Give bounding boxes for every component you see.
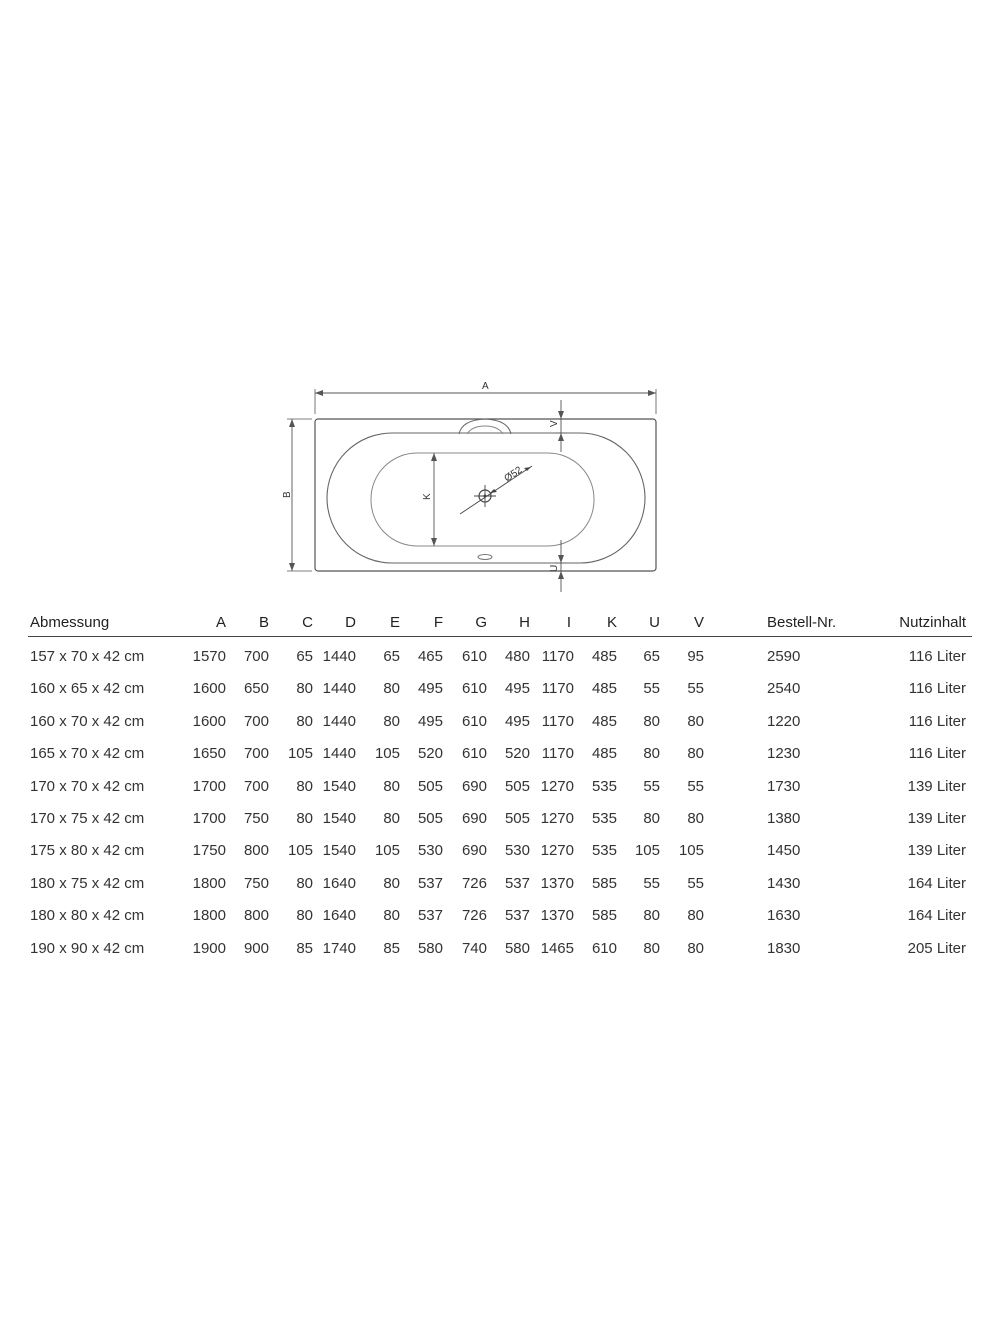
table-cell: 80 <box>296 777 313 795</box>
table-cell: 580 <box>417 939 443 957</box>
table-cell: 105 <box>374 745 400 763</box>
table-cell: 537 <box>504 874 530 892</box>
dimension-u-label: U <box>549 564 560 572</box>
column-header-a: A <box>215 614 226 631</box>
table-cell: 170 x 75 x 42 cm <box>30 810 145 827</box>
table-cell: 65 <box>383 648 400 665</box>
table-cell: 2590 <box>767 648 801 665</box>
table-cell: 800 <box>243 842 269 860</box>
table-cell: 610 <box>461 745 487 763</box>
dimension-k-label: K <box>422 493 433 500</box>
table-cell: 1800 <box>192 874 226 892</box>
table-cell: 750 <box>243 874 269 892</box>
table-cell: 505 <box>504 777 530 795</box>
table-cell: 1230 <box>767 745 801 763</box>
table-cell: 116 Liter <box>908 648 966 665</box>
table-cell: 1830 <box>767 939 801 957</box>
table-cell: 1170 <box>541 680 574 698</box>
table-cell: 1600 <box>192 712 226 730</box>
table-cell: 139 Liter <box>907 777 966 795</box>
bottom-marker <box>478 555 492 560</box>
table-cell: 505 <box>417 810 443 827</box>
table-cell: 105 <box>287 745 313 763</box>
table-cell: 139 Liter <box>907 810 966 827</box>
column-header-f: F <box>433 614 443 631</box>
table-cell: 80 <box>643 745 660 763</box>
column-header-nutzinhalt: Nutzinhalt <box>899 614 966 631</box>
table-cell: 95 <box>687 648 704 665</box>
table-cell: 535 <box>591 777 617 795</box>
column-header-d: D <box>345 614 356 631</box>
table-cell: 65 <box>643 648 660 665</box>
table-cell: 537 <box>504 907 530 925</box>
table-cell: 80 <box>296 712 313 730</box>
dimension-a <box>315 389 656 414</box>
table-cell: 1430 <box>767 874 801 892</box>
table-cell: 175 x 80 x 42 cm <box>30 842 145 860</box>
table-cell: 1440 <box>322 680 356 698</box>
table-cell: 80 <box>687 712 704 730</box>
table-cell: 1440 <box>322 648 356 665</box>
table-cell: 700 <box>243 648 269 665</box>
table-cell: 1730 <box>767 777 801 795</box>
column-header-bestell-nr: Bestell-Nr. <box>767 614 837 631</box>
table-cell: 165 x 70 x 42 cm <box>30 745 145 763</box>
table-cell: 700 <box>243 777 269 795</box>
table-cell: 1700 <box>192 810 226 827</box>
table-cell: 1440 <box>322 712 356 730</box>
table-cell: 105 <box>678 842 704 860</box>
bathtub-technical-drawing <box>0 0 1000 600</box>
table-cell: 610 <box>461 712 487 730</box>
table-cell: 55 <box>687 777 704 795</box>
table-cell: 80 <box>383 777 400 795</box>
table-cell: 164 Liter <box>907 874 966 892</box>
table-cell: 55 <box>687 680 704 698</box>
table-cell: 690 <box>461 810 487 827</box>
table-cell: 116 Liter <box>908 680 966 698</box>
table-cell: 1570 <box>192 648 226 665</box>
table-cell: 750 <box>243 810 269 827</box>
table-cell: 80 <box>296 680 313 698</box>
column-header-v: V <box>693 614 704 631</box>
column-header-abmessung: Abmessung <box>30 614 110 631</box>
table-cell: 205 Liter <box>907 939 966 957</box>
table-cell: 164 Liter <box>907 907 966 925</box>
table-cell: 170 x 70 x 42 cm <box>30 777 145 795</box>
table-cell: 1800 <box>192 907 226 925</box>
table-cell: 1270 <box>540 810 574 827</box>
table-cell: 1270 <box>540 777 574 795</box>
table-cell: 1640 <box>322 907 356 925</box>
dimension-a-label: A <box>482 381 489 392</box>
table-cell: 80 <box>687 939 704 957</box>
table-cell: 530 <box>504 842 530 860</box>
table-cell: 1370 <box>540 874 574 892</box>
table-cell: 610 <box>461 680 487 698</box>
table-cell: 537 <box>417 874 443 892</box>
table-cell: 580 <box>504 939 530 957</box>
table-cell: 505 <box>504 810 530 827</box>
table-cell: 535 <box>591 810 617 827</box>
table-cell: 80 <box>687 810 704 827</box>
dimension-table <box>0 608 1000 968</box>
table-cell: 139 Liter <box>907 842 966 860</box>
table-cell: 900 <box>243 939 269 957</box>
table-cell: 55 <box>643 874 660 892</box>
table-cell: 80 <box>296 907 313 925</box>
dimension-v-label: V <box>549 420 560 427</box>
table-cell: 1650 <box>192 745 226 763</box>
table-cell: 1540 <box>322 777 356 795</box>
table-cell: 80 <box>643 939 660 957</box>
table-cell: 1170 <box>541 745 574 763</box>
table-cell: 180 x 75 x 42 cm <box>30 874 145 892</box>
table-cell: 80 <box>687 745 704 763</box>
table-cell: 55 <box>643 680 660 698</box>
table-cell: 1270 <box>540 842 574 860</box>
table-cell: 55 <box>687 874 704 892</box>
drain-diameter-label: Ø52 <box>502 464 525 485</box>
column-header-b: B <box>258 614 269 631</box>
table-cell: 740 <box>461 939 487 957</box>
table-cell: 520 <box>504 745 530 763</box>
table-cell: 80 <box>383 680 400 698</box>
table-cell: 726 <box>461 874 487 892</box>
table-cell: 800 <box>243 907 269 925</box>
table-cell: 1465 <box>540 939 574 957</box>
table-cell: 80 <box>643 810 660 827</box>
table-cell: 520 <box>417 745 443 763</box>
table-cell: 80 <box>383 907 400 925</box>
table-cell: 1630 <box>767 907 801 925</box>
table-cell: 585 <box>591 874 617 892</box>
table-cell: 2540 <box>767 680 801 698</box>
table-cell: 80 <box>296 874 313 892</box>
column-header-k: K <box>606 614 617 631</box>
table-cell: 1170 <box>541 648 574 665</box>
table-cell: 690 <box>461 842 487 860</box>
table-cell: 726 <box>461 907 487 925</box>
table-cell: 116 Liter <box>908 712 966 730</box>
table-cell: 495 <box>417 680 443 698</box>
table-cell: 1900 <box>192 939 226 957</box>
column-header-c: C <box>302 614 313 631</box>
table-cell: 1640 <box>322 874 356 892</box>
table-cell: 700 <box>243 712 269 730</box>
table-cell: 485 <box>591 680 617 698</box>
table-cell: 535 <box>591 842 617 860</box>
table-cell: 80 <box>643 712 660 730</box>
table-cell: 116 Liter <box>908 745 966 763</box>
column-header-g: G <box>475 614 487 631</box>
table-cell: 80 <box>687 907 704 925</box>
table-cell: 505 <box>417 777 443 795</box>
table-cell: 160 x 70 x 42 cm <box>30 712 145 730</box>
table-cell: 55 <box>643 777 660 795</box>
table-cell: 1170 <box>541 712 574 730</box>
table-cell: 85 <box>296 939 313 957</box>
table-cell: 1600 <box>192 680 226 698</box>
column-header-u: U <box>649 614 660 631</box>
header-rule <box>28 636 972 637</box>
table-cell: 160 x 65 x 42 cm <box>30 680 145 698</box>
table-cell: 1750 <box>192 842 226 860</box>
table-cell: 465 <box>417 648 443 665</box>
table-cell: 1450 <box>767 842 801 860</box>
table-cell: 157 x 70 x 42 cm <box>30 648 145 665</box>
table-cell: 1700 <box>192 777 226 795</box>
table-cell: 1440 <box>322 745 356 763</box>
table-cell: 530 <box>417 842 443 860</box>
table-cell: 537 <box>417 907 443 925</box>
table-cell: 495 <box>504 712 530 730</box>
table-cell: 485 <box>591 745 617 763</box>
table-cell: 1220 <box>767 712 801 730</box>
table-cell: 480 <box>504 648 530 665</box>
table-cell: 80 <box>643 907 660 925</box>
table-cell: 190 x 90 x 42 cm <box>30 939 145 957</box>
table-cell: 80 <box>383 810 400 827</box>
table-cell: 80 <box>383 712 400 730</box>
table-cell: 1540 <box>322 842 356 860</box>
table-cell: 80 <box>383 874 400 892</box>
table-cell: 485 <box>591 712 617 730</box>
column-header-i: I <box>566 614 571 631</box>
table-cell: 585 <box>591 907 617 925</box>
table-cell: 1540 <box>322 810 356 827</box>
table-cell: 650 <box>243 680 269 698</box>
table-cell: 495 <box>417 712 443 730</box>
table-cell: 1370 <box>540 907 574 925</box>
table-cell: 105 <box>287 842 313 860</box>
table-cell: 690 <box>461 777 487 795</box>
table-cell: 80 <box>296 810 313 827</box>
table-cell: 105 <box>374 842 400 860</box>
table-cell: 495 <box>504 680 530 698</box>
table-cell: 105 <box>634 842 660 860</box>
column-header-h: H <box>519 614 530 631</box>
table-cell: 485 <box>591 648 617 665</box>
table-cell: 85 <box>383 939 400 957</box>
table-cell: 700 <box>243 745 269 763</box>
table-cell: 1740 <box>322 939 356 957</box>
dimension-b-label: B <box>282 491 293 498</box>
table-cell: 180 x 80 x 42 cm <box>30 907 145 925</box>
column-header-e: E <box>389 614 400 631</box>
table-cell: 610 <box>591 939 617 957</box>
table-cell: 1380 <box>767 810 801 827</box>
table-cell: 65 <box>296 648 313 665</box>
table-cell: 610 <box>461 648 487 665</box>
